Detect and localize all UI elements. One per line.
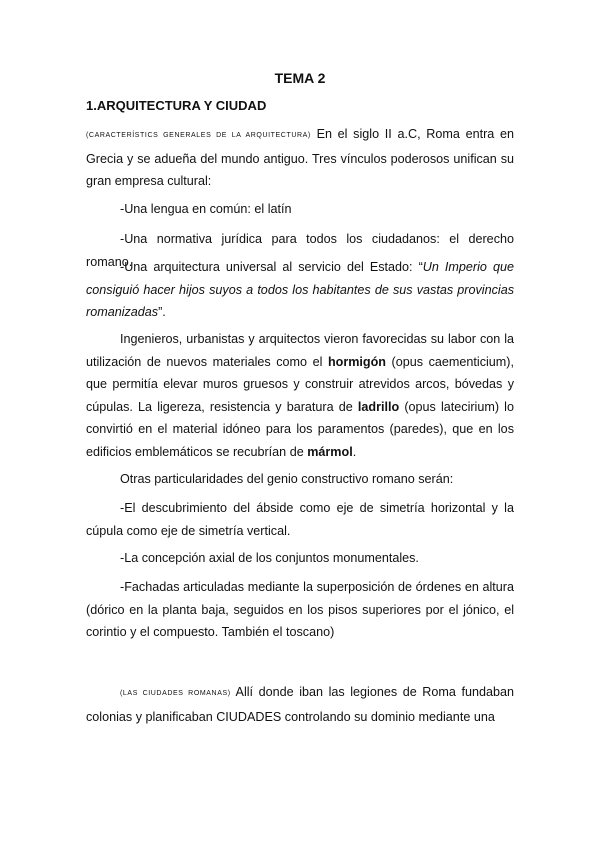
- cities-text: Allí donde iban las legiones de Roma fundaban colonias y planificaban CIUDADES controlando su dominio mediante una: [86, 685, 514, 724]
- materials-text-3: (opus latecirium) lo convirtió en el material idóneo para los paramentos (paredes), que en los edificios emblemáticos se recubrían de: [86, 399, 514, 459]
- materials-bold-marmol: mármol: [307, 444, 353, 459]
- intro-label: (CARACTERÍSTICS GENERALES DE LA ARQUITECTURA): [86, 132, 311, 139]
- materials-text-2: (opus caementicium), que permitía elevar muros gruesos y construir atrevidos arcos, bóvedas y cúpulas. La ligereza, resistencia y baratura de: [86, 354, 514, 414]
- bullet-law: -Una normativa jurídica para todos los ciudadanos: el derecho romano.: [86, 232, 514, 269]
- bullet-axial: -La concepción axial de los conjuntos monumentales.: [120, 551, 419, 565]
- other-paragraph: Otras particularidades del genio constructivo romano serán:: [120, 472, 454, 486]
- section-heading: 1.ARQUITECTURA Y CIUDAD: [86, 98, 267, 113]
- bullet-architecture-suffix: ”.: [158, 305, 166, 319]
- bullet-architecture-quote: Un Imperio que consiguió hacer hijos suyos a todos los habitantes de sus vastas provincias romanizadas: [86, 260, 514, 319]
- materials-bold-hormigon: hormigón: [327, 354, 386, 369]
- cities-label: (LAS CIUDADES ROMANAS): [120, 690, 231, 697]
- cities-paragraph: [86, 681, 514, 728]
- materials-text-1: Ingenieros, urbanistas y arquitectos vieron favorecidas su labor con la utilización de nuevos materiales como el: [86, 332, 514, 369]
- bullet-facades: -Fachadas articuladas mediante la superposición de órdenes en altura (dórico en la planta baja, seguidos en los pisos superiores por el jónico, el corintio y el compuesto. También el toscano): [86, 580, 514, 639]
- materials-text-4: .: [352, 444, 357, 459]
- bullet-architecture-prefix: -Una arquitectura universal al servicio del Estado: “: [120, 260, 423, 274]
- intro-paragraph: [86, 123, 514, 193]
- bullet-architecture: [86, 256, 514, 324]
- bullet-latin: -Una lengua en común: el latín: [120, 202, 292, 216]
- materials-paragraph: [86, 328, 514, 463]
- intro-text: En el siglo II a.C, Roma entra en Grecia y se adueña del mundo antiguo. Tres vínculos poderosos unifican su gran empresa cultural:: [86, 127, 514, 188]
- materials-bold-ladrillo: ladrillo: [357, 399, 400, 414]
- page-title: TEMA 2: [274, 70, 326, 86]
- bullet-apse: -El descubrimiento del ábside como eje de simetría horizontal y la cúpula como eje de simetría vertical.: [86, 501, 514, 538]
